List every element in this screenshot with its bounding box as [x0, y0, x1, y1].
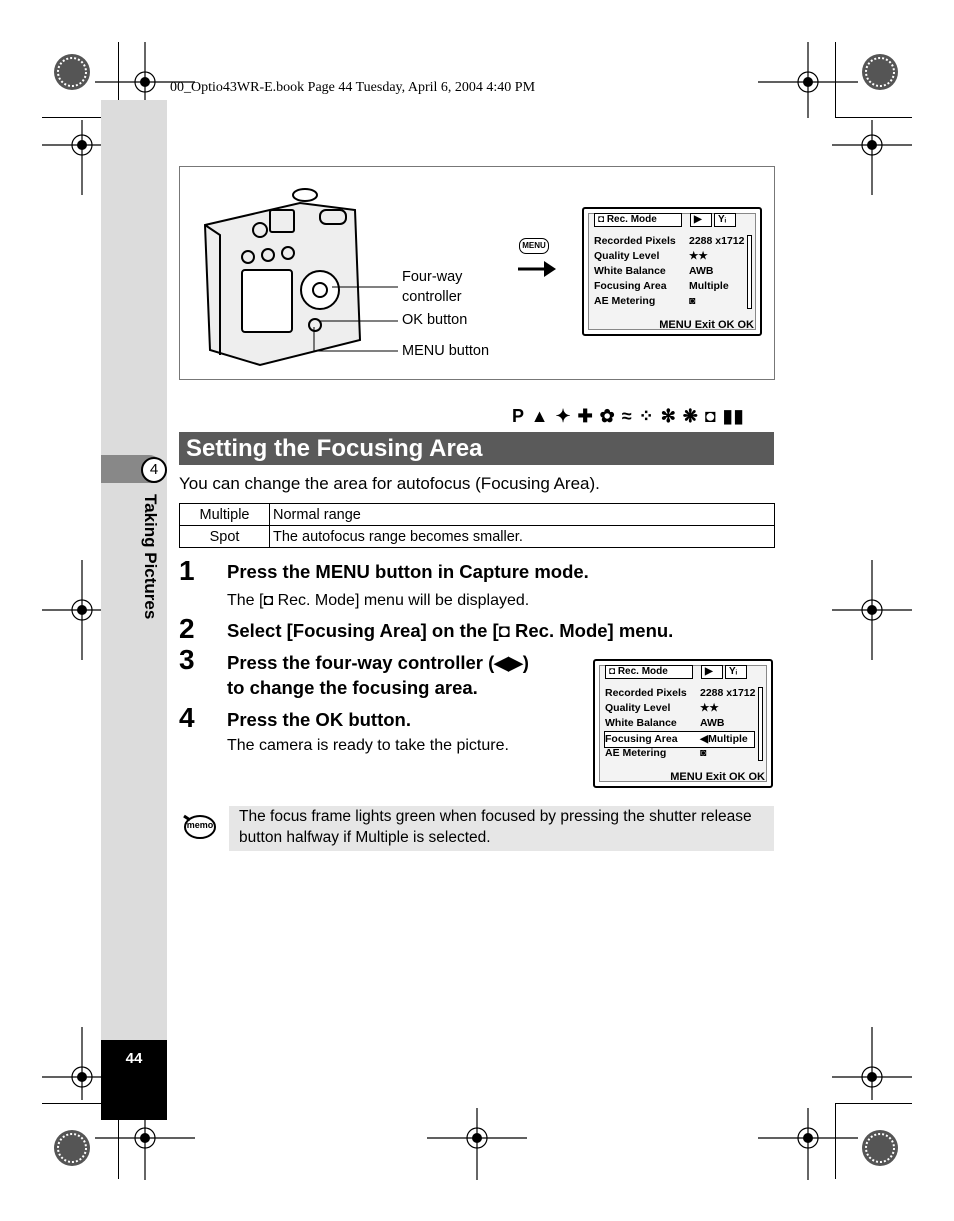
lcd-row: AE Metering ◙	[594, 295, 696, 307]
print-header: 00_Optio43WR-E.book Page 44 Tuesday, April 6, 2004 4:40 PM	[170, 80, 536, 95]
step-text: to change the focusing area.	[227, 677, 478, 698]
callout-ok: OK button	[402, 312, 468, 328]
step-number: 3	[179, 644, 195, 675]
options-table	[179, 503, 775, 548]
step-text: Press the MENU button in Capture mode.	[227, 561, 589, 582]
lcd-menu-screen-2	[593, 659, 773, 788]
intro-text: You can change the area for autofocus (Focusing Area).	[179, 474, 600, 493]
lcd-row: White Balance AWB	[594, 265, 714, 277]
step-text: Select [Focusing Area] on the [◘ Rec. Mode] menu.	[227, 620, 674, 641]
menu-key-icon: MENU	[519, 238, 549, 254]
step-text: Press the four-way controller (◀▶)	[227, 652, 529, 673]
tab-rec-mode: ◘ Rec. Mode	[605, 665, 693, 679]
lcd-row: Focusing Area Multiple	[594, 280, 729, 292]
memo-note: The focus frame lights green when focused by pressing the shutter release button halfway if Multiple is selected.	[229, 806, 774, 851]
lcd-menu-screen	[582, 207, 762, 336]
page-number: 44	[125, 1050, 143, 1067]
lcd-footer: MENU Exit OK OK	[659, 319, 754, 331]
step-number: 2	[179, 613, 195, 644]
lcd-row-selected: Focusing Area ◀Multiple	[604, 731, 755, 748]
step-text: Press the OK button.	[227, 709, 411, 730]
chapter-title: Taking Pictures	[141, 494, 160, 620]
camera-figure	[179, 166, 775, 380]
memo-icon: memo	[182, 812, 216, 840]
lcd-row: White Balance AWB	[605, 717, 725, 729]
chapter-number: 4	[141, 457, 167, 483]
step-subtext: The camera is ready to take the picture.	[227, 737, 509, 754]
step-number: 4	[179, 702, 195, 733]
lcd-row: Quality Level ★★	[605, 702, 719, 714]
tab-playback: ▶	[701, 665, 723, 679]
tab-setup: Yᵢ	[714, 213, 736, 227]
callout-menu: MENU button	[402, 343, 490, 359]
arrow-right-icon	[516, 257, 558, 281]
step-subtext: The [◘ Rec. Mode] menu will be displayed.	[227, 592, 530, 609]
tab-setup: Yᵢ	[725, 665, 747, 679]
lcd-row: Recorded Pixels 2288 x1712	[605, 687, 756, 699]
lcd-footer: MENU Exit OK OK	[670, 771, 765, 783]
lcd-row: Quality Level ★★	[594, 250, 708, 262]
table-row: Multiple Normal range	[180, 504, 775, 526]
table-row: Spot The autofocus range becomes smaller.	[180, 526, 775, 548]
mode-icons: P ▲ ✦ ✚ ✿ ≈ ⁘ ✻ ❋ ◘ ▮▮	[512, 406, 745, 426]
lcd-scrollbar	[758, 687, 763, 761]
lcd-row: Recorded Pixels 2288 x1712	[594, 235, 745, 247]
step-number: 1	[179, 555, 195, 586]
section-title: Setting the Focusing Area	[179, 432, 774, 465]
lcd-scrollbar	[747, 235, 752, 309]
tab-playback: ▶	[690, 213, 712, 227]
camera-icon: ◘	[598, 214, 607, 225]
camera-icon: ◘	[609, 666, 618, 677]
tab-rec-mode: ◘ Rec. Mode	[594, 213, 682, 227]
lcd-row: AE Metering ◙	[605, 747, 707, 759]
callout-four-way: Four-way controller	[402, 269, 463, 305]
